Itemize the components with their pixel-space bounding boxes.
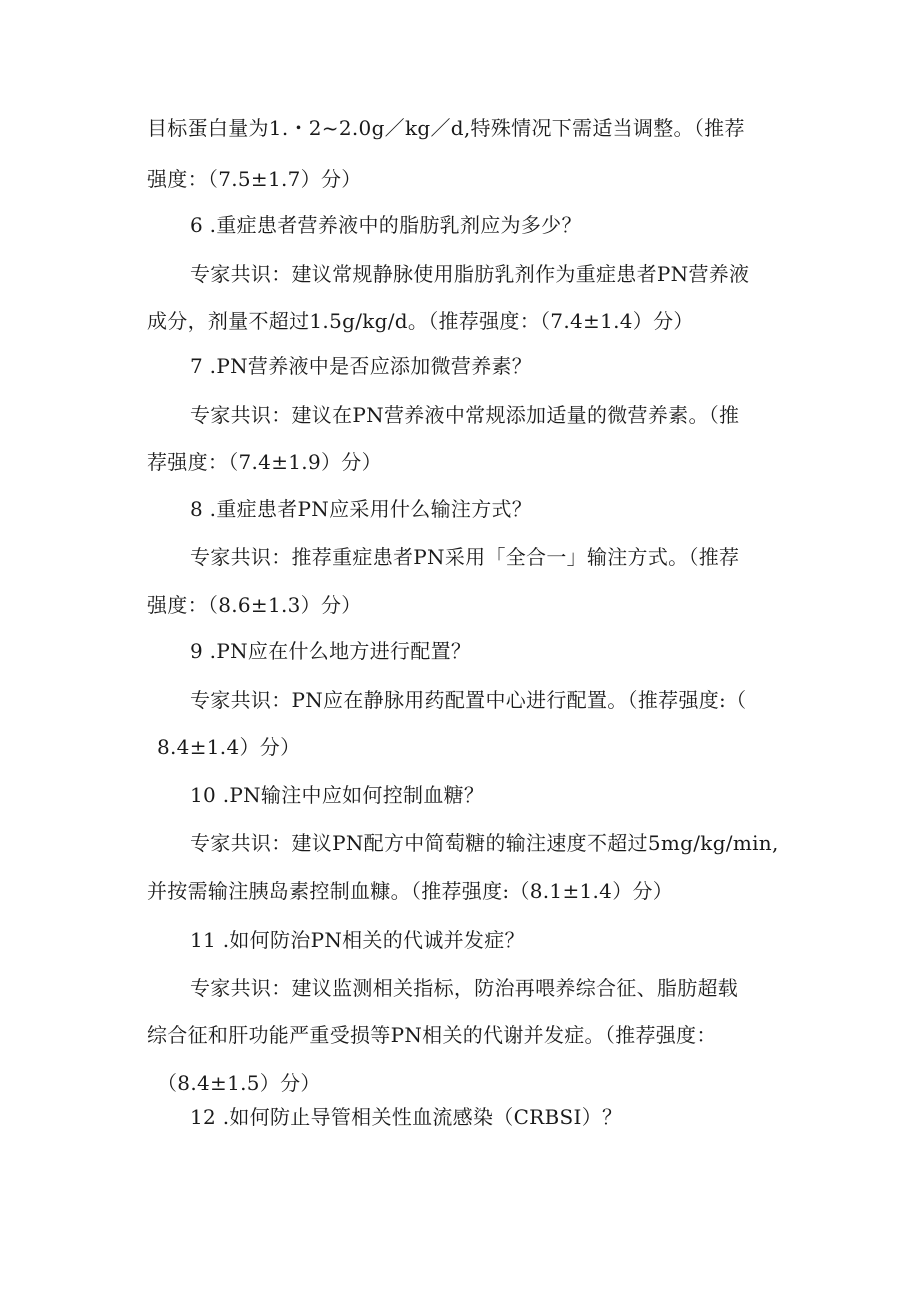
consensus-11-line-1: 专家共识：建议监测相关指标，防治再喂养综合征、脂肪超载 xyxy=(190,976,739,1000)
consensus-6-line-2: 成分，剂量不超过1.5g/kg/d。（推荐强度：（7.4±1.4）分） xyxy=(147,309,694,333)
question-9: 9 .PN应在什么地方进行配置？ xyxy=(190,639,472,663)
question-12: 12 .如何防止导管相关性血流感染（CRBSI）？ xyxy=(190,1105,623,1129)
text-line: 强度：（7.5±1.7）分） xyxy=(147,167,362,191)
consensus-9-line-2: 8.4±1.4）分） xyxy=(157,735,301,759)
question-7: 7 .PN营养液中是否应添加微营养素？ xyxy=(190,354,533,378)
consensus-9-line-1: 专家共识：PN应在静脉用药配置中心进行配置。（推荐强度:（ xyxy=(190,688,747,712)
consensus-8-line-1: 专家共识：推荐重症患者PN采用「全合一」输注方式。（推荐 xyxy=(190,545,740,569)
consensus-11-line-2: 综合征和肝功能严重受损等PN相关的代谢并发症。（推荐强度： xyxy=(147,1023,717,1047)
consensus-7-line-1: 专家共识：建议在PN营养液中常规添加适量的微营养素。（推 xyxy=(190,403,740,427)
question-8: 8 .重症患者PN应采用什么输注方式？ xyxy=(190,497,533,521)
consensus-10-line-1: 专家共识：建议PN配方中简萄糖的输注速度不超过5mg/kg/min, xyxy=(190,831,779,855)
question-11: 11 .如何防治PN相关的代诚并发症？ xyxy=(190,928,525,952)
consensus-8-line-2: 强度：（8.6±1.3）分） xyxy=(147,593,362,617)
question-6: 6 .重症患者营养液中的脂肪乳剂应为多少？ xyxy=(190,213,582,237)
text-line: 目标蛋白量为1.・2~2.0g／kg／d,特殊情况下需适当调整。（推荐 xyxy=(147,116,745,140)
consensus-7-line-2: 荐强度：（7.4±1.9）分） xyxy=(147,450,382,474)
consensus-10-line-2: 并按需输注胰岛素控制血糠。（推荐强度:（8.1±1.4）分） xyxy=(147,879,674,903)
consensus-11-line-3: （8.4±1.5）分） xyxy=(157,1071,321,1095)
question-10: 10 .PN输注中应如何控制血糖？ xyxy=(190,783,485,807)
consensus-6-line-1: 专家共识：建议常规静脉使用脂肪乳剂作为重症患者PN营养液 xyxy=(190,262,750,286)
